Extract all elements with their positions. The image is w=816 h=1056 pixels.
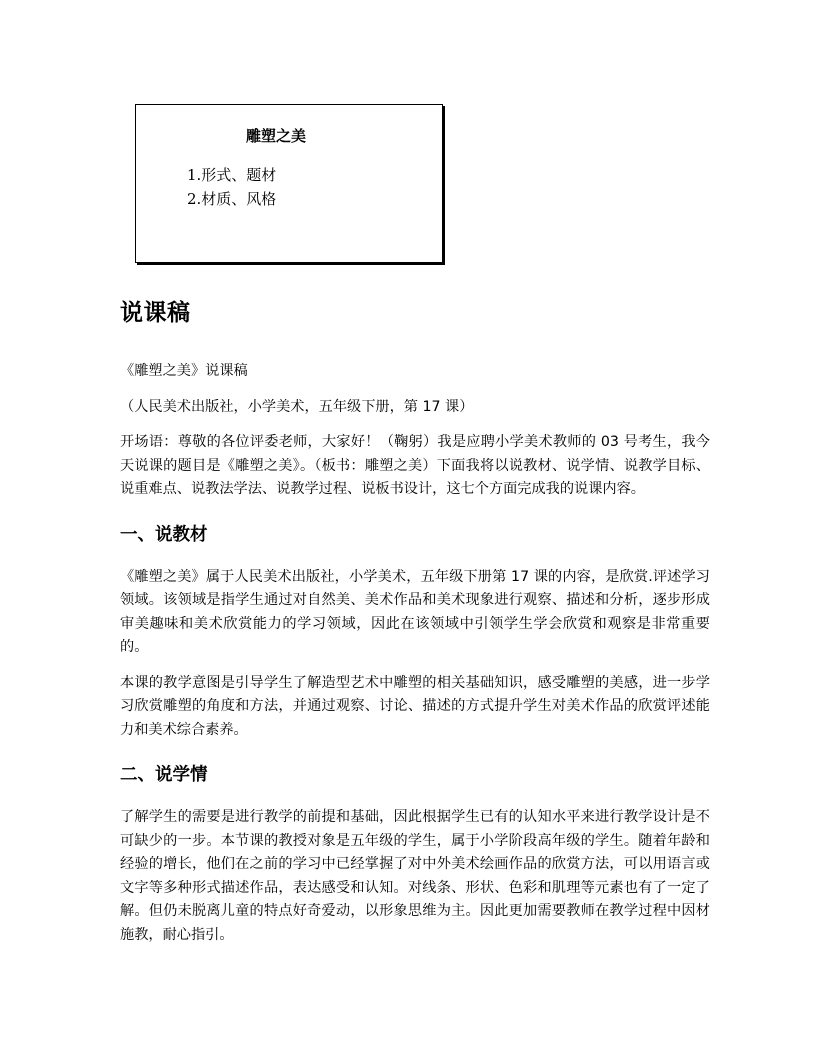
section-paragraph: 《雕塑之美》属于人民美术出版社，小学美术，五年级下册第 17 课的内容，是欣赏.评述学习领域。该领域是指学生通过对自然美、美术作品和美术现象进行观察、描述和分析，逐步形成审美趣味和美术欣赏能力的学习领域，因此在该领域中引领学生学会欣赏和观察是非常重要的。 <box>120 568 710 655</box>
section-paragraph: 了解学生的需要是进行教学的前提和基础，因此根据学生已有的认知水平来进行教学设计是不可缺少的一步。本节课的教授对象是五年级的学生，属于小学阶段高年级的学生。随着年龄和经验的增长，他们在之前的学习中已经掌握了对中外美术绘画作品的欣赏方法，可以用语言或文字等多种形式描述作品，表达感受和认知。对线条、形状、色彩和肌理等元素也有了一定了解。但仍未脱离儿童的特点好奇爱动，以形象思维为主。因此更加需要教师在教学过程中因材施教，耐心指引。 <box>120 809 710 943</box>
board-title: 雕塑之美 <box>246 127 307 145</box>
board-item-1: 1.形式、题材 <box>187 166 277 184</box>
opening-paragraph: 开场语：尊敬的各位评委老师，大家好！（鞠躬）我是应聘小学美术教师的 03 号考生，我今天说课的题目是《雕塑之美》。（板书：雕塑之美）下面我将以说教材、说学情、说教学目标、说重难点、说教法学法、说教学过程、说板书设计，这七个方面完成我的说课内容。 <box>120 434 710 497</box>
board-list <box>187 163 276 211</box>
section-paragraph: 本课的教学意图是引导学生了解造型艺术中雕塑的相关基础知识，感受雕塑的美感，进一步学习欣赏雕塑的角度和方法，并通过观察、讨论、描述的方式提升学生对美术作品的欣赏评述能力和美术综合素养。 <box>120 674 710 738</box>
document-source: （人民美术出版社，小学美术，五年级下册，第 17 课） <box>120 398 474 415</box>
document-title: 说课稿 <box>120 300 191 326</box>
document-subtitle: 《雕塑之美》说课稿 <box>120 363 248 379</box>
document-body <box>120 296 710 959</box>
section-heading-students: 二、说学情 <box>120 765 208 785</box>
blackboard-design-box <box>135 104 443 263</box>
board-item-2: 2.材质、风格 <box>187 190 277 208</box>
section-heading-textbook: 一、说教材 <box>120 524 208 545</box>
